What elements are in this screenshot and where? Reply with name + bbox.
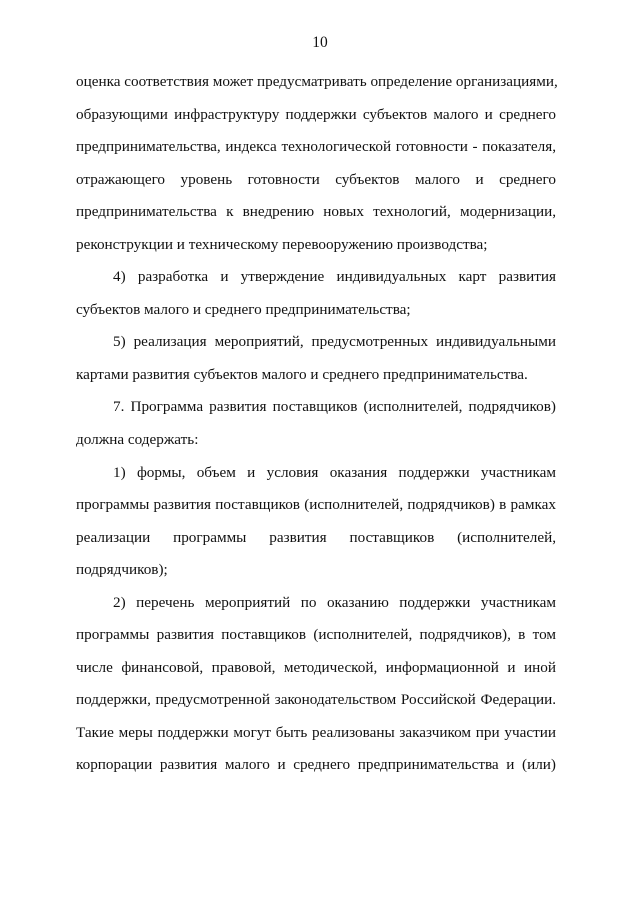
text-line: корпорации развития малого и среднего предпринимательства и (или): [76, 756, 556, 774]
text-line: предпринимательства, индекса технологической готовности - показателя,: [76, 138, 556, 156]
text-line: предпринимательства к внедрению новых технологий, модернизации,: [76, 203, 556, 221]
text-line: числе финансовой, правовой, методической, информационной и иной: [76, 658, 556, 676]
text-line: должна содержать:: [76, 431, 199, 449]
text-line: 4) разработка и утверждение индивидуальных карт развития: [113, 268, 556, 286]
page-number: 10: [312, 34, 328, 51]
text-line: оценка соответствия может предусматривать определение организациями,: [76, 73, 558, 90]
text-line: Такие меры поддержки могут быть реализованы заказчиком при участии: [76, 723, 556, 741]
text-line: поддержки, предусмотренной законодательством Российской Федерации.: [76, 691, 556, 709]
text-line: отражающего уровень готовности субъектов малого и среднего: [76, 170, 556, 188]
text-line: 1) формы, объем и условия оказания поддержки участникам: [113, 463, 556, 481]
text-line: образующими инфраструктуру поддержки субъектов малого и среднего: [76, 105, 556, 123]
text-line: программы развития поставщиков (исполнителей, подрядчиков), в том: [76, 626, 556, 644]
document-body: [76, 66, 556, 782]
text-line: 7. Программа развития поставщиков (исполнителей, подрядчиков): [113, 398, 556, 416]
text-line: реализации программы развития поставщиков (исполнителей,: [76, 528, 556, 546]
text-line: подрядчиков);: [76, 561, 168, 579]
text-line: 2) перечень мероприятий по оказанию поддержки участникам: [113, 593, 556, 611]
text-line: программы развития поставщиков (исполнителей, подрядчиков) в рамках: [76, 496, 556, 514]
text-line: субъектов малого и среднего предпринимательства;: [76, 300, 411, 318]
text-line: 5) реализация мероприятий, предусмотренных индивидуальными: [113, 333, 556, 351]
text-line: картами развития субъектов малого и среднего предпринимательства.: [76, 365, 528, 383]
text-line: реконструкции и техническому перевооружению производства;: [76, 235, 488, 253]
